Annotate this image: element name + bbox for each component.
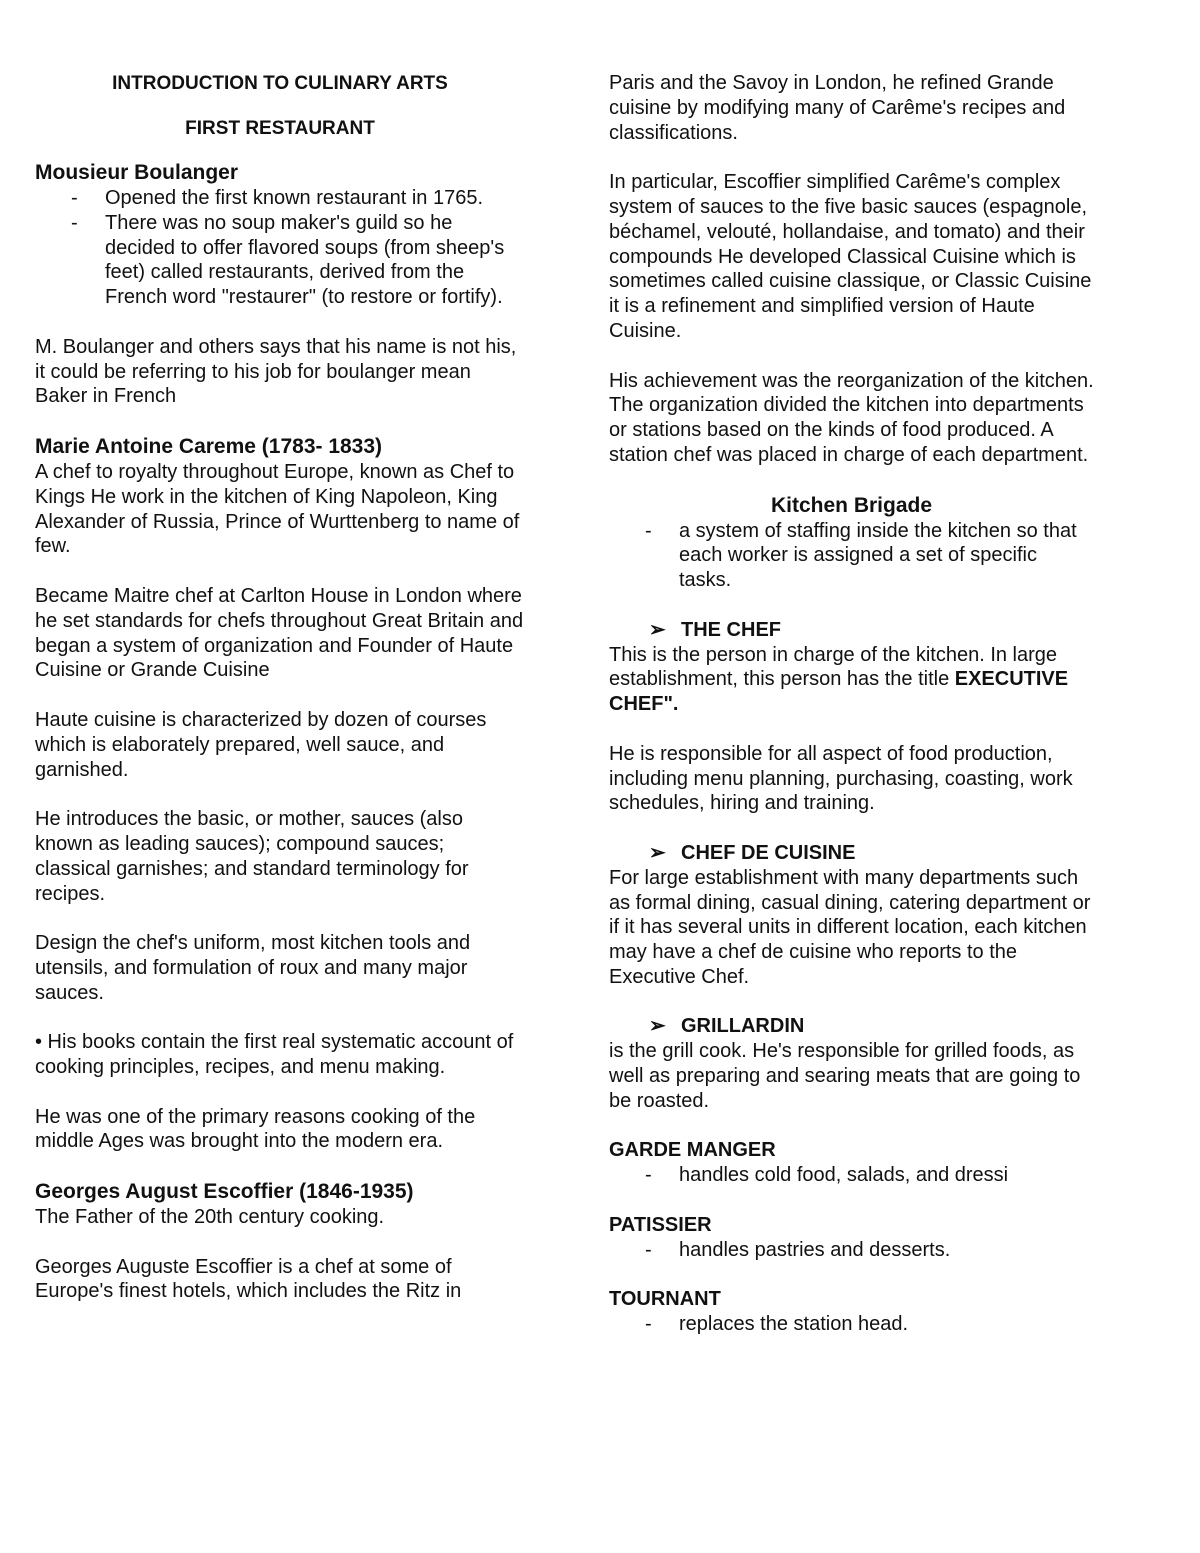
careme-paragraph: Haute cuisine is characterized by dozen of courses which is elaborately prepared, well sauce, and garnished. [35, 708, 487, 781]
boulanger-list [35, 186, 525, 310]
list-item-text: replaces the station head. [679, 1313, 909, 1336]
heading-garde-manger: GARDE MANGER [609, 1139, 776, 1162]
heading-grillardin [609, 1014, 1094, 1039]
list-item-text: There was no soup maker's guild so he decided to offer flavored soups (from sheep's feet) called restaurants, derived from the French word "restaurer" (to restore or fortify). [105, 211, 505, 309]
boulanger-paragraph: M. Boulanger and others says that his name is not his, it could be referring to his job for boulanger mean Baker in French [35, 335, 517, 408]
chef-paragraph-text: This is the person in charge of the kitchen. In large establishment, this person has the title [609, 643, 1058, 691]
escoffier-paragraph: Georges Auguste Escoffier is a chef at some of Europe's finest hotels, which includes the Ritz in [35, 1255, 462, 1303]
heading-patissier: PATISSIER [609, 1213, 712, 1236]
dash-bullet: - [645, 519, 652, 542]
list-item [35, 186, 525, 211]
heading-careme: Marie Antoine Careme (1783- 1833) [35, 434, 383, 458]
dash-bullet: - [645, 1313, 652, 1336]
list-item-text: Opened the first known restaurant in 1765. [105, 187, 484, 209]
garde-manger-list [609, 1163, 1094, 1188]
careme-paragraph: He introduces the basic, or mother, sauces (also known as leading sauces); compound sauces; classical garnishes; and standard terminology for recipes. [35, 808, 469, 905]
section-title-first-restaurant: FIRST RESTAURANT [185, 118, 375, 139]
list-item [35, 211, 525, 310]
heading-the-chef [609, 618, 1094, 643]
heading-chef-de-cuisine [609, 841, 1094, 866]
escoffier-paragraph-continued: Paris and the Savoy in London, he refined Grande cuisine by modifying many of Carême's recipes and classifications. [609, 72, 1066, 144]
grillardin-paragraph: is the grill cook. He's responsible for grilled foods, as well as preparing and searing meats that are going to be roasted. [609, 1040, 1081, 1112]
right-column [609, 71, 1094, 1337]
list-item [609, 1312, 1094, 1337]
dash-bullet: - [71, 211, 78, 234]
executive-chef-title: EXECUTIVE CHEF". [609, 668, 1069, 716]
heading-kitchen-brigade: Kitchen Brigade [770, 493, 933, 517]
arrow-bullet-icon: ➢ [649, 618, 666, 641]
chef-responsibility-paragraph: He is responsible for all aspect of food production, including menu planning, purchasing, coasting, work schedules, hiring and training. [609, 742, 1073, 815]
dash-bullet: - [71, 187, 78, 209]
careme-paragraph: A chef to royalty throughout Europe, known as Chef to Kings He work in the kitchen of King Napoleon, King Alexander of Russia, Prince of Wurttenberg to name of few. [35, 460, 520, 558]
chef-paragraph [609, 643, 1094, 717]
chef-de-cuisine-paragraph: For large establishment with many departments such as formal dining, casual dining, catering department or if it has several units in different location, each kitchen may have a chef de cuisine who reports to the Executive Chef. [609, 866, 1091, 988]
brigade-list [609, 519, 1094, 593]
heading-tournant: TOURNANT [609, 1288, 721, 1311]
careme-paragraph: Became Maitre chef at Carlton House in London where he set standards for chefs throughout Great Britain and began a system of organization and Founder of Haute Cuisine or Grande Cuisine [35, 584, 524, 682]
dash-bullet: - [645, 1238, 652, 1261]
arrow-bullet-icon: ➢ [649, 841, 666, 864]
heading-text: THE CHEF [681, 618, 781, 641]
arrow-bullet-icon: ➢ [649, 1015, 666, 1038]
careme-paragraph: • His books contain the first real systematic account of cooking principles, recipes, and menu making. [35, 1031, 514, 1079]
escoffier-subtitle: The Father of the 20th century cooking. [35, 1206, 385, 1229]
list-item-text: a system of staffing inside the kitchen so that each worker is assigned a set of specific tasks. [679, 519, 1077, 592]
escoffier-sauces-paragraph: In particular, Escoffier simplified Carême's complex system of sauces to the five basic sauces (espagnole, béchamel, velouté, hollandaise, and tomato) and their compounds He developed Classical Cuisine which is sometimes called cuisine classique, or Classic Cuisine it is a refinement and simplified version of Haute Cuisine. [609, 171, 1092, 342]
careme-paragraph: He was one of the primary reasons cooking of the middle Ages was brought into the modern era. [35, 1105, 476, 1153]
heading-escoffier: Georges August Escoffier (1846-1935) [35, 1180, 414, 1204]
heading-text: CHEF DE CUISINE [681, 841, 856, 864]
tournant-list [609, 1312, 1094, 1337]
dash-bullet: - [645, 1164, 652, 1187]
heading-boulanger: Mousieur Boulanger [35, 161, 239, 184]
list-item [609, 1163, 1094, 1188]
left-column [35, 70, 525, 1304]
patissier-list [609, 1238, 1094, 1263]
list-item-text: handles pastries and desserts. [679, 1238, 951, 1261]
heading-text: GRILLARDIN [681, 1015, 805, 1038]
list-item-text: handles cold food, salads, and dressi [679, 1164, 1009, 1187]
careme-paragraph: Design the chef's uniform, most kitchen tools and utensils, and formulation of roux and many major sauces. [35, 932, 471, 1004]
document-title: INTRODUCTION TO CULINARY ARTS [112, 73, 448, 94]
list-item [609, 519, 1094, 593]
list-item [609, 1238, 1094, 1263]
escoffier-achievement-paragraph: His achievement was the reorganization of the kitchen. The organization divided the kitchen into departments or stations based on the kinds of food produced. A station chef was placed in charge of each department. [609, 369, 1094, 466]
